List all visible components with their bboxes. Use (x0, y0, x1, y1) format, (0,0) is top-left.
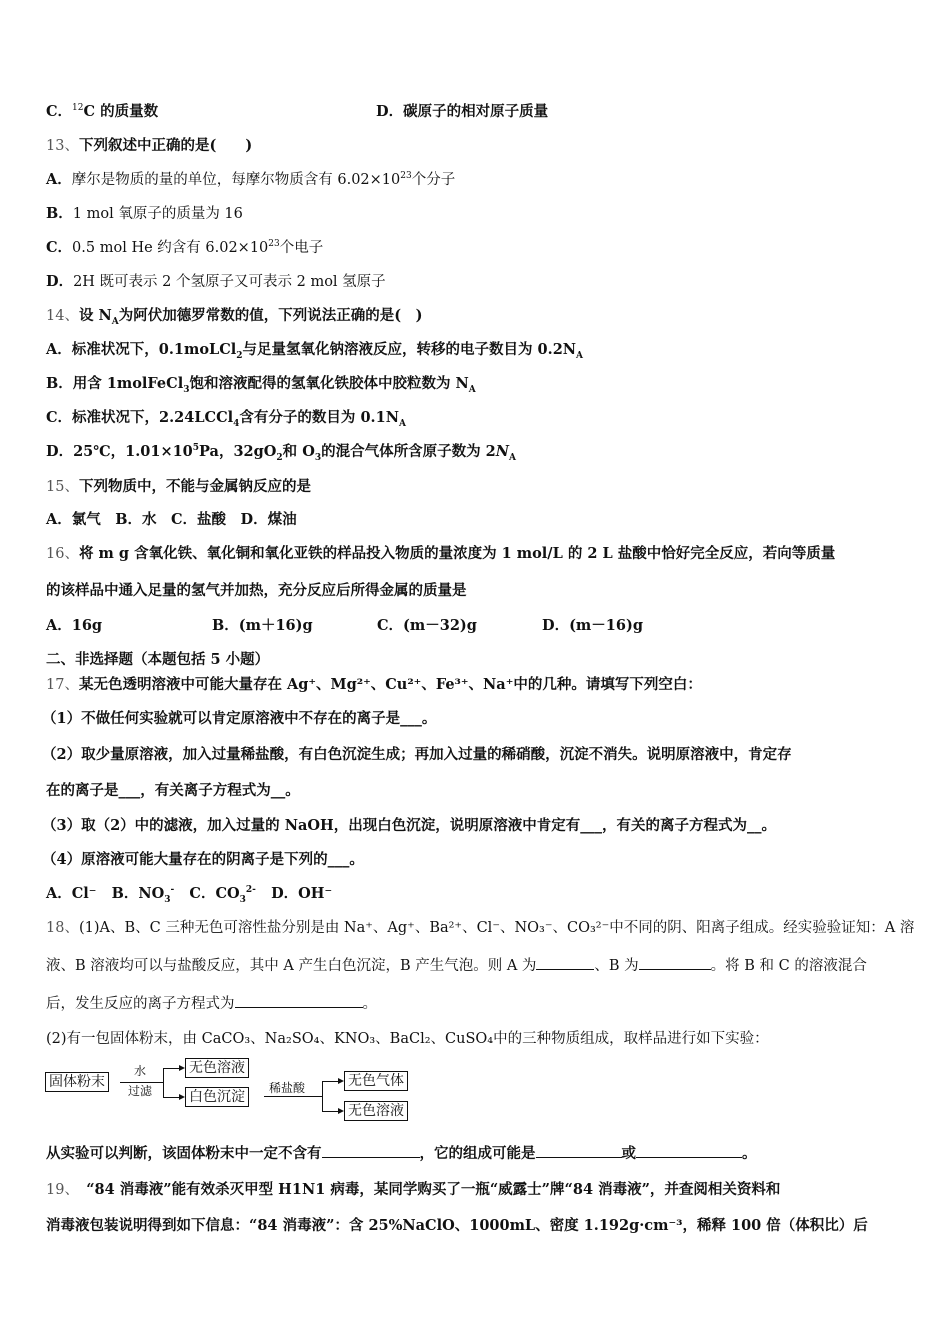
q13-option-d: D．2H 既可表示 2 个氢原子又可表示 2 mol 氢原子 (46, 273, 386, 290)
connector-line (264, 1096, 322, 1097)
q18-line3: 后，发生反应的离子方程式为 。 (46, 996, 377, 1012)
q13-option-b: B．1 mol 氧原子的质量为 16 (46, 205, 243, 222)
q13-stem: 13、下列叙述中正确的是( ) (46, 137, 253, 154)
q17-options: A．Cl⁻ B．$NO_3^-$ C．$CO_3^{2-}$ D．OH⁻ (46, 885, 333, 905)
q18-conclusion: 从实验可以判断，该固体粉末中一定不含有 ，它的组成可能是 或 。 (46, 1145, 757, 1162)
q18-line1: 18、(1)A、B、C 三种无色可溶性盐分别是由 Na⁺、Ag⁺、Ba²⁺、Cl⁻、NO₃⁻、CO₃²⁻中不同的阴、阳离子组成。经实验验证知：A 溶 (46, 920, 915, 936)
q16-stem-line1: 16、将 m g 含氧化铁、氧化铜和氧化亚铁的样品投入物质的量浓度为 1 mol/L 的 2 L 盐酸中恰好完全反应，若向等质量 (46, 545, 836, 562)
q14-stem: 14、设 $N_A$为阿伏加德罗常数的值，下列说法正确的是( ) (46, 307, 423, 327)
box-solid-powder: 固体粉末 (45, 1072, 109, 1092)
answer-blank-b[interactable] (639, 956, 711, 970)
answer-blank-equation[interactable] (235, 994, 363, 1008)
q16-option-c: C．(m－32)g (377, 617, 477, 634)
q19-line2: 消毒液包装说明得到如下信息：“84 消毒液”：含 25%NaClO、1000mL、密度 1.192g·cm⁻³，稀释 100 倍（体积比）后 (46, 1217, 868, 1234)
q14-option-b: B．用含 1molFeCl$_3$饱和溶液配得的氢氧化铁胶体中胶粒数为 $N_A$ (46, 375, 476, 395)
q17-part1: （1）不做任何实验就可以肯定原溶液中不存在的离子是___。 (42, 710, 437, 727)
branch-top (163, 1068, 179, 1069)
label-dilute-hcl: 稀盐酸 (269, 1081, 306, 1095)
q14-option-d: D．25℃，$1.01\times 10^5Pa$，$32gO_2$和 $O_3$的混合气体所含原子数为 $2N_A$ (46, 443, 517, 463)
box-colorless-solution: 无色溶液 (185, 1058, 249, 1078)
box-white-precipitate: 白色沉淀 (185, 1087, 249, 1107)
answer-blank-a[interactable] (536, 956, 594, 970)
branch-line (322, 1081, 323, 1111)
q15-stem: 15、下列物质中，不能与金属钠反应的是 (46, 478, 311, 495)
connector-line (120, 1082, 164, 1083)
q17-part3: （3）取（2）中的滤液，加入过量的 NaOH，出现白色沉淀，说明原溶液中肯定有___，有关的离子方程式为__。 (42, 817, 776, 834)
answer-blank-composition-1[interactable] (536, 1144, 622, 1158)
q19-line1: 19、 “84 消毒液”能有效杀灭甲型 H1N1 病毒，某同学购买了一瓶“威露士”牌“84 消毒液”，并查阅相关资料和 (46, 1181, 781, 1198)
branch-line (163, 1068, 164, 1097)
box-colorless-gas: 无色气体 (344, 1071, 408, 1091)
q14-option-a: A．标准状况下，0.1moLCl$_2$与足量氢氧化钠溶液反应，转移的电子数目为 $0.2N_A$ (46, 341, 584, 361)
q17-part4: （4）原溶液可能大量存在的阴离子是下列的___。 (42, 851, 364, 868)
q17-stem: 17、某无色透明溶液中可能大量存在 Ag⁺、Mg²⁺、Cu²⁺、Fe³⁺、Na⁺中的几种。请填写下列空白： (46, 676, 702, 693)
section-title: 二、非选择题（本题包括 5 小题） (46, 651, 270, 668)
q16-option-a: A．16g (46, 617, 103, 634)
q18-line2: 液、B 溶液均可以与盐酸反应，其中 A 产生白色沉淀，B 产生气泡。则 A 为 、B 为 。将 B 和 C 的溶液混合 (46, 958, 867, 974)
q14-option-c: C．标准状况下，2.24LCCl$_4$含有分子的数目为 $0.1N_A$ (46, 409, 406, 429)
label-filter: 过滤 (128, 1084, 153, 1098)
answer-blank-not-contained[interactable] (322, 1144, 420, 1158)
branch-bottom (322, 1111, 338, 1112)
q15-options: A．氯气 B．水 C．盐酸 D．煤油 (46, 511, 297, 528)
q16-option-d: D．(m－16)g (542, 617, 643, 634)
q17-part2-line2: 在的离子是___，有关离子方程式为__。 (46, 782, 300, 799)
q13-option-a: A．摩尔是物质的量的单位，每摩尔物质含有 $6.02\times 10^{23}$个分子 (46, 171, 456, 188)
q17-part2-line1: （2）取少量原溶液，加入过量稀盐酸，有白色沉淀生成；再加入过量的稀硝酸，沉淀不消失。说明原溶液中，肯定存 (42, 746, 792, 763)
q18-part2: (2)有一包固体粉末，由 CaCO₃、Na₂SO₄、KNO₃、BaCl₂、CuSO₄中的三种物质组成，取样品进行如下实验： (46, 1031, 769, 1047)
q12-option-d: D．碳原子的相对原子质量 (376, 103, 549, 120)
box-colorless-solution-2: 无色溶液 (344, 1101, 408, 1121)
q16-stem-line2: 的该样品中通入足量的氢气并加热，充分反应后所得金属的质量是 (46, 582, 467, 599)
branch-top (322, 1081, 338, 1082)
answer-blank-composition-2[interactable] (636, 1144, 742, 1158)
q16-option-b: B．(m＋16)g (212, 617, 313, 634)
q12-option-c: C．$^{12}$C 的质量数 (46, 103, 159, 120)
branch-bottom (163, 1097, 179, 1098)
q13-option-c: C．0.5 mol He 约含有 $6.02\times 10^{23}$个电子 (46, 239, 324, 256)
label-water: 水 (134, 1064, 147, 1078)
